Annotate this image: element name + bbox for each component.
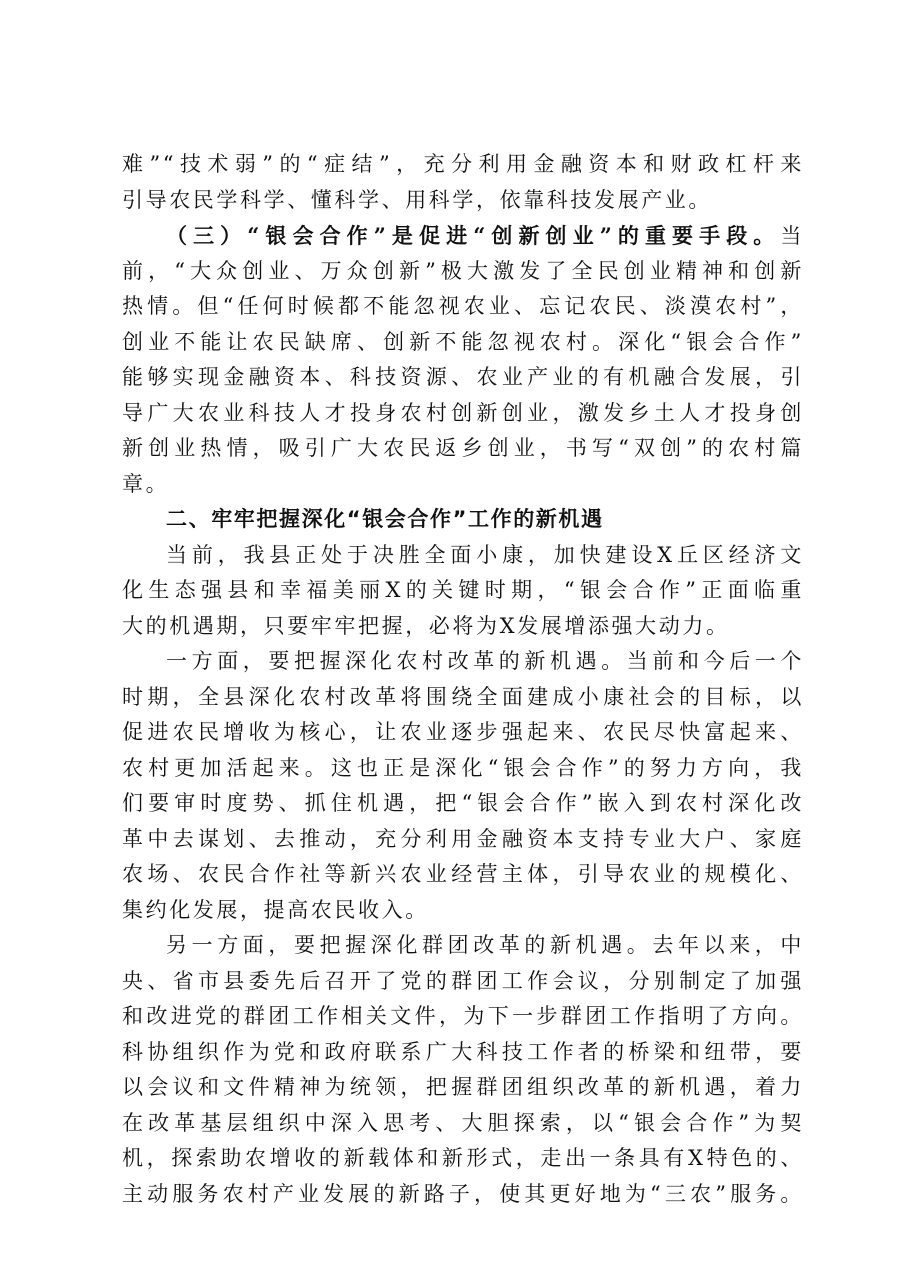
text-line — [122, 573, 804, 609]
text-line — [122, 431, 804, 467]
text-line — [122, 254, 804, 290]
text-line — [122, 218, 804, 254]
text-line — [122, 289, 804, 325]
text-line — [122, 964, 804, 1000]
text-line — [122, 751, 804, 787]
line-text: 能够实现金融资本、科技资源、农业产业的有机融合发展，引 — [122, 365, 804, 389]
line-text: 农场、农民合作社等新兴农业经营主体，引导农业的规模化、 — [122, 862, 804, 886]
text-line — [122, 396, 804, 432]
line-text: 二、牢牢把握深化“银会合作”工作的新机遇 — [166, 507, 604, 531]
line-text: 们要审时度势、抓住机遇，把“银会合作”嵌入到农村深化改 — [122, 791, 804, 815]
line-text: 另一方面，要把握深化群团改革的新机遇。去年以来，中 — [166, 933, 804, 957]
text-line — [122, 1106, 804, 1142]
line-text: 难”“技术弱”的“症结”，充分利用金融资本和财政杠杆来 — [122, 152, 804, 176]
text-line — [122, 147, 804, 183]
line-text: 热情。但“任何时候都不能忽视农业、忘记农民、淡漠农村”， — [122, 294, 804, 318]
line-text: 农村更加活起来。这也正是深化“银会合作”的努力方向，我 — [122, 755, 804, 780]
section-heading — [122, 502, 804, 538]
text-line — [122, 715, 804, 751]
line-text: 大的机遇期，只要牢牢把握，必将为X发展增添强大动力。 — [122, 613, 730, 638]
line-text: 主动服务农村产业发展的新路子，使其更好地为“三农”服务。 — [122, 1181, 804, 1206]
line-text: 当 — [780, 224, 804, 248]
text-line — [122, 1035, 804, 1071]
text-line — [122, 609, 804, 645]
text-line — [122, 360, 804, 396]
subsection-title: （三）“银会合作”是促进“创新创业”的重要手段。 — [166, 223, 781, 248]
line-text: 央、省市县委先后召开了党的群团工作会议，分别制定了加强 — [122, 968, 804, 993]
text-line — [122, 1070, 804, 1106]
line-text: 科协组织作为党和政府联系广大科技工作者的桥梁和纽带，要 — [122, 1039, 804, 1064]
line-text: 前，“大众创业、万众创新”极大激发了全民创业精神和创新 — [122, 258, 804, 283]
line-text: 集约化发展，提高农民收入。 — [122, 897, 429, 922]
text-line — [122, 1177, 804, 1213]
text-line — [122, 786, 804, 822]
line-text: 一方面，要把握深化农村改革的新机遇。当前和今后一个 — [166, 649, 804, 673]
text-line — [122, 644, 804, 680]
text-line — [122, 467, 804, 503]
text-line — [122, 1141, 804, 1177]
line-text: 革中去谋划、去推动，充分利用金融资本支持专业大户、家庭 — [122, 826, 804, 851]
text-line — [122, 325, 804, 361]
line-text: 以会议和文件精神为统领，把握群团组织改革的新机遇，着力 — [122, 1075, 804, 1099]
line-text: 促进农民增收为核心，让农业逐步强起来、农民尽快富起来、 — [122, 720, 804, 744]
line-text: 时期，全县深化农村改革将围绕全面建成小康社会的目标，以 — [122, 684, 804, 709]
text-line — [122, 857, 804, 893]
line-text: 引导农民学科学、懂科学、用科学，依靠科技发展产业。 — [122, 187, 712, 212]
text-line — [122, 680, 804, 716]
line-text: 导广大农业科技人才投身农村创新创业，激发乡土人才投身创 — [122, 400, 804, 425]
line-text: 当前，我县正处于决胜全面小康，加快建设X丘区经济文 — [166, 542, 804, 567]
line-text: 新创业热情，吸引广大农民返乡创业，书写“双创”的农村篇 — [122, 436, 804, 460]
line-text: 在改革基层组织中深入思考、大胆探索，以“银会合作”为契 — [122, 1110, 804, 1135]
text-line — [122, 999, 804, 1035]
line-text: 和改进党的群团工作相关文件，为下一步群团工作指明了方向。 — [122, 1004, 804, 1028]
text-line — [122, 822, 804, 858]
line-text: 化生态强县和幸福美丽X的关键时期，“银会合作”正面临重 — [122, 578, 804, 602]
text-line — [122, 538, 804, 574]
line-text: 机，探索助农增收的新载体和新形式，走出一条具有X特色的、 — [122, 1146, 804, 1170]
line-text: 创业不能让农民缺席、创新不能忽视农村。深化“银会合作” — [122, 329, 804, 354]
text-line — [122, 928, 804, 964]
text-line — [122, 893, 804, 929]
line-text: 章。 — [122, 471, 170, 496]
text-line — [122, 183, 804, 219]
document-body — [122, 147, 804, 1212]
